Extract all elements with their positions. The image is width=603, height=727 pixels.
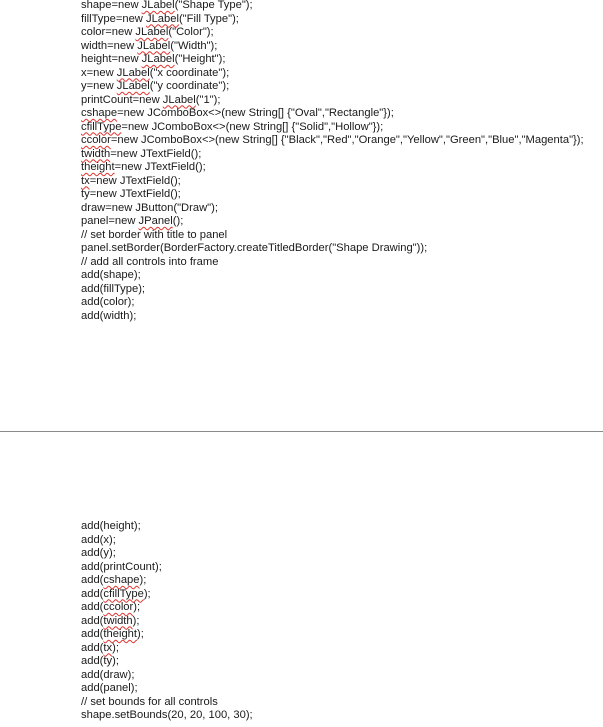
spellcheck-flagged-token: tx — [81, 174, 90, 187]
code-text: add( — [81, 628, 104, 640]
code-line — [81, 256, 584, 270]
code-text: ); — [133, 601, 141, 613]
code-text: // set border with title to panel — [81, 228, 228, 241]
code-line — [81, 601, 253, 615]
spellcheck-flagged-token: JLabel — [145, 12, 179, 25]
spellcheck-flagged-token: twidth — [103, 614, 133, 627]
spellcheck-flagged-token: cfillType — [103, 587, 144, 600]
code-text: add(x); — [81, 533, 116, 546]
code-line — [81, 26, 584, 40]
code-text: add( — [81, 574, 104, 586]
code-text: =new JTextField(); — [89, 174, 181, 187]
code-text: =new JComboBox<>(new String[] {"Solid","Hollow"}); — [121, 120, 384, 133]
code-line — [81, 107, 584, 121]
code-text: ("y coordinate"); — [149, 80, 230, 92]
spellcheck-flagged-token: JLabel — [141, 0, 175, 11]
code-line — [81, 520, 253, 534]
code-text: // add all controls into frame — [81, 255, 219, 268]
code-line — [81, 310, 584, 324]
spellcheck-flagged-token: theight — [81, 161, 115, 173]
code-line — [81, 547, 253, 561]
code-text: add(color); — [81, 296, 135, 308]
code-text: add(printCount); — [81, 560, 162, 573]
code-line — [81, 188, 584, 202]
code-line — [81, 534, 253, 548]
code-text: add( — [81, 587, 104, 600]
code-text: printCount=new — [81, 93, 163, 106]
code-listing-page-2 — [81, 520, 253, 723]
code-text: add(ty); — [81, 655, 119, 667]
code-line — [81, 269, 584, 283]
code-line — [81, 561, 253, 575]
code-line — [81, 13, 584, 27]
code-line — [81, 175, 584, 189]
spellcheck-flagged-token: JLabel — [116, 66, 150, 79]
code-line — [81, 709, 253, 723]
spellcheck-flagged-token: ccolor — [103, 601, 134, 613]
code-text: draw=new JButton("Draw"); — [81, 201, 218, 214]
code-text: add( — [81, 641, 104, 654]
code-line — [81, 283, 584, 297]
code-text: ("x coordinate"); — [149, 66, 230, 79]
code-line — [81, 655, 253, 669]
spellcheck-flagged-token: twidth — [81, 147, 111, 160]
code-line — [81, 53, 584, 67]
code-text: ); — [132, 614, 140, 627]
spellcheck-flagged-token: tx — [103, 641, 113, 654]
code-line — [81, 229, 584, 243]
spellcheck-flagged-token: JPanel — [138, 215, 173, 227]
code-text: ("Color"); — [168, 26, 214, 38]
code-line — [81, 94, 584, 108]
code-text: add(shape); — [81, 269, 141, 281]
code-text: add(y); — [81, 547, 116, 559]
code-line — [81, 67, 584, 81]
spellcheck-flagged-token: cshape — [103, 574, 140, 586]
code-line — [81, 296, 584, 310]
code-line — [81, 40, 584, 54]
code-line — [81, 148, 584, 162]
spellcheck-flagged-token: JLabel — [116, 80, 150, 92]
document-page-2 — [0, 432, 603, 727]
code-text: // set bounds for all controls — [81, 695, 218, 708]
code-line — [81, 161, 584, 175]
code-text: ); — [112, 641, 119, 654]
code-line — [81, 215, 584, 229]
code-line — [81, 202, 584, 216]
spellcheck-flagged-token: cshape — [81, 107, 118, 119]
code-text: ty=new JTextField(); — [81, 188, 181, 200]
code-listing-page-1 — [81, 0, 584, 323]
code-text: (); — [172, 215, 184, 227]
code-text: ("Width"); — [170, 39, 218, 52]
code-line — [81, 134, 584, 148]
code-text: ); — [137, 628, 144, 640]
code-text: shape.setBounds(20, 20, 100, 30); — [81, 709, 253, 721]
code-text: ("Fill Type"); — [178, 12, 239, 25]
code-line — [81, 242, 584, 256]
code-text: add( — [81, 601, 104, 613]
code-text: x=new — [81, 66, 117, 79]
code-text: add(fillType); — [81, 282, 146, 295]
code-text: panel.setBorder(BorderFactory.createTitledBorder("Shape Drawing")); — [81, 242, 428, 254]
spellcheck-flagged-token: JLabel — [135, 26, 169, 38]
code-line — [81, 628, 253, 642]
code-text: add( — [81, 614, 104, 627]
code-text: y=new — [81, 80, 117, 92]
code-line — [81, 80, 584, 94]
code-text: color=new — [81, 26, 136, 38]
code-text: ("Height"); — [174, 53, 226, 65]
code-text: ); — [143, 587, 151, 600]
code-text: =new JTextField(); — [110, 147, 202, 160]
code-text: add(draw); — [81, 668, 135, 681]
code-text: =new JTextField(); — [114, 161, 206, 173]
code-text: add(height); — [81, 520, 141, 532]
code-line — [81, 121, 584, 135]
code-line — [81, 574, 253, 588]
spellcheck-flagged-token: JLabel — [137, 39, 171, 52]
code-text: panel=new — [81, 215, 139, 227]
code-text: =new JComboBox<>(new String[] {"Black","Red","Orange","Yellow","Green","Blue","Magenta"}); — [110, 134, 584, 146]
spellcheck-flagged-token: ccolor — [81, 134, 111, 146]
spellcheck-flagged-token: JLabel — [141, 53, 175, 65]
code-line — [81, 615, 253, 629]
code-text: fillType=new — [81, 12, 146, 25]
code-line — [81, 642, 253, 656]
spellcheck-flagged-token: JLabel — [162, 93, 196, 106]
code-text: add(panel); — [81, 682, 138, 694]
code-text: shape=new — [81, 0, 142, 11]
code-text: height=new — [81, 53, 142, 65]
code-text: ("Shape Type"); — [174, 0, 253, 11]
spellcheck-flagged-token: cfillType — [81, 120, 122, 133]
code-text: =new JComboBox<>(new String[] {"Oval","Rectangle"}); — [117, 107, 394, 119]
code-line — [81, 669, 253, 683]
code-text: add(width); — [81, 309, 137, 322]
code-line — [81, 696, 253, 710]
code-text: width=new — [81, 39, 138, 52]
code-line — [81, 588, 253, 602]
code-text: ); — [139, 574, 147, 586]
code-line — [81, 0, 584, 13]
spellcheck-flagged-token: theight — [103, 628, 137, 640]
code-line — [81, 682, 253, 696]
code-text: ("1"); — [195, 93, 221, 106]
